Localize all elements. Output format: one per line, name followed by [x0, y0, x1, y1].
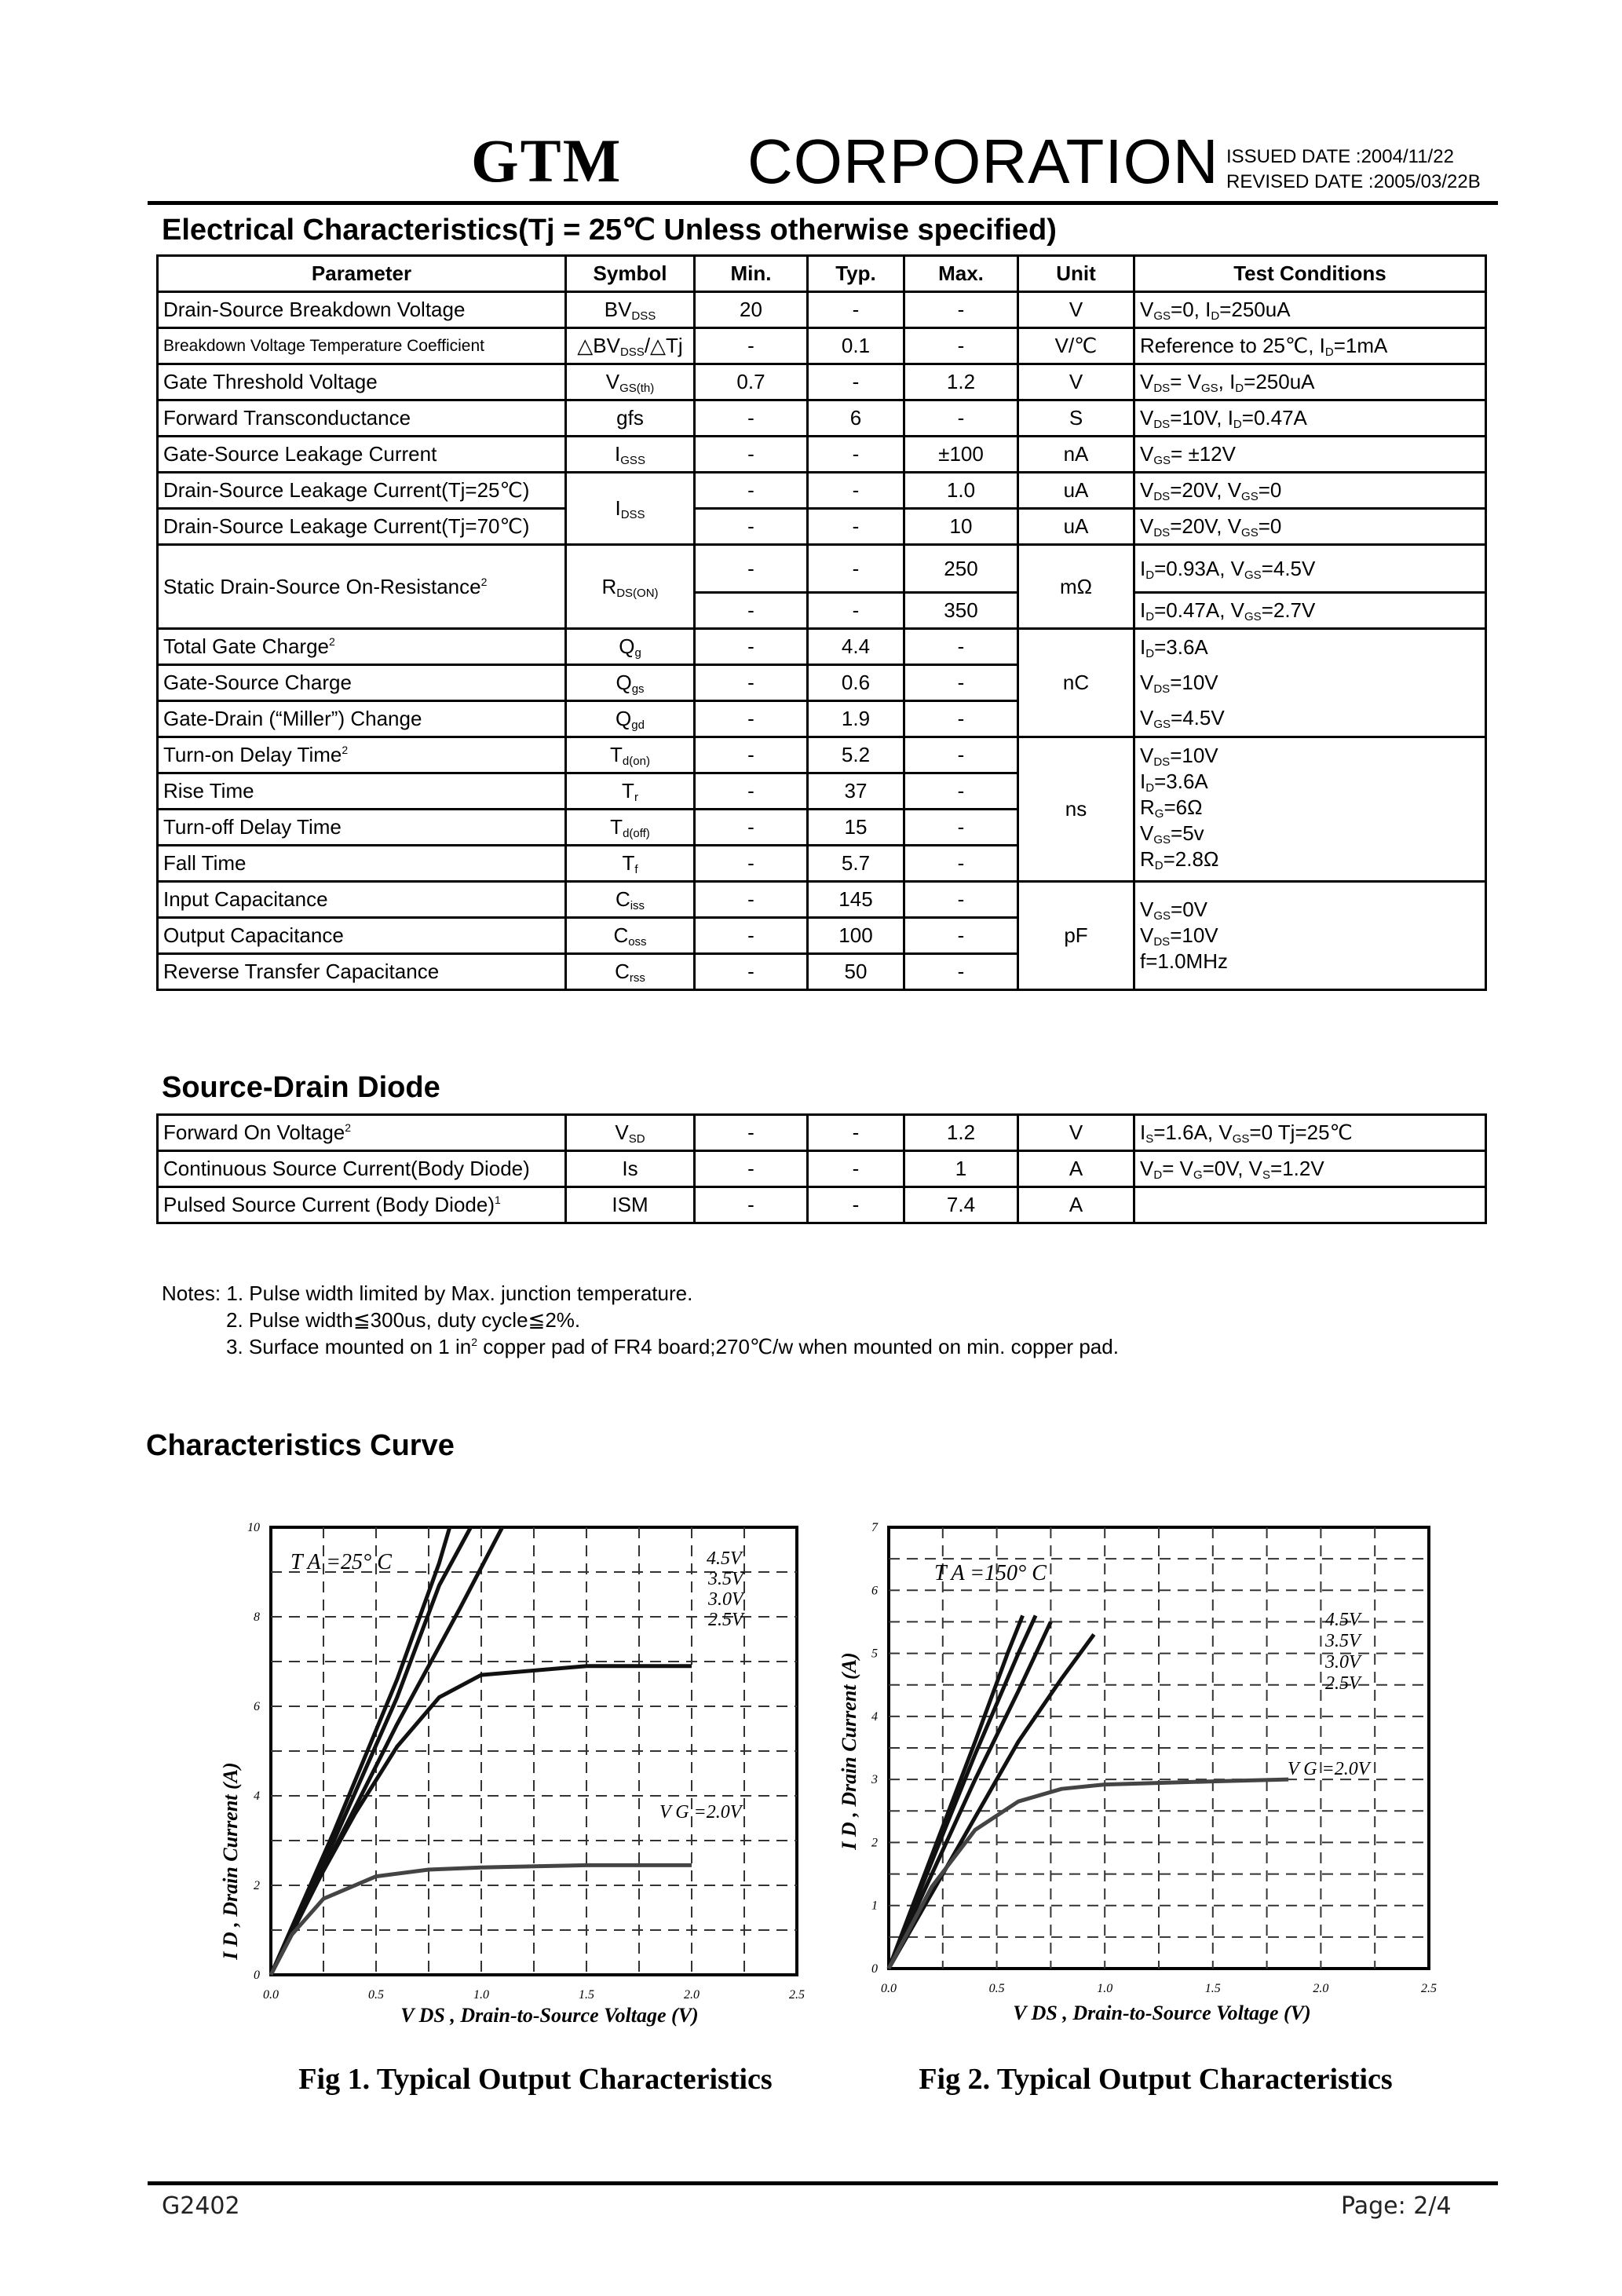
document-dates: [1226, 144, 1481, 195]
fig1-y-tick-label: 0: [254, 1969, 260, 1982]
test-conditions-cell: $V_{DS}=20V$, $V_{GS}=0$: [1134, 509, 1486, 545]
source-drain-diode-title: Source-Drain Diode: [162, 1071, 440, 1104]
col-header-test-conditions: Test Conditions: [1134, 256, 1486, 292]
company-brand: GTM: [471, 126, 623, 195]
parameter-cell: Gate-Source Leakage Current: [158, 437, 566, 473]
table-row: [158, 1151, 1486, 1187]
fig2-y-tick-label: 2: [871, 1836, 878, 1850]
fig2-y-tick-label: 4: [871, 1709, 878, 1724]
min-cell: -: [695, 545, 808, 593]
symbol-cell: $I_{DSS}$: [566, 473, 695, 545]
note-1: Notes: 1. Pulse width limited by Max. junction temperature.: [162, 1281, 693, 1305]
min-cell: -: [695, 473, 808, 509]
fig2-chart: [832, 1492, 1437, 2136]
fig2-x-tick-label: 1.0: [1097, 1982, 1113, 1995]
test-conditions-cell: $V_{DS}= V_{GS}$, $I_D=250uA$: [1134, 364, 1486, 400]
min-cell: -: [695, 773, 808, 810]
col-header-typ: Typ.: [808, 256, 904, 292]
table-row: [158, 1115, 1486, 1151]
min-cell: -: [695, 400, 808, 437]
col-header-parameter: Parameter: [158, 256, 566, 292]
fig2-series-line-3: [889, 1635, 1094, 1969]
header-rule: [148, 201, 1498, 205]
fig1-caption: Fig 1. Typical Output Characteristics: [298, 2063, 773, 2096]
source-drain-diode-table: [156, 1113, 1487, 1224]
electrical-characteristics-table: [156, 254, 1487, 991]
fig1-curve-label-25: 2.5V: [708, 1610, 743, 1630]
min-cell: -: [695, 328, 808, 364]
col-header-max: Max.: [904, 256, 1018, 292]
min-cell: -: [695, 593, 808, 629]
typ-cell: -: [808, 1151, 904, 1187]
table-row: [158, 437, 1486, 473]
table-row: [158, 629, 1486, 665]
unit-cell: nA: [1018, 437, 1134, 473]
max-cell: -: [904, 701, 1018, 737]
fig2-caption: Fig 2. Typical Output Characteristics: [919, 2063, 1393, 2096]
typ-cell: 100: [808, 918, 904, 954]
typ-cell: 37: [808, 773, 904, 810]
fig2-series-line-2: [889, 1621, 1050, 1969]
max-cell: 10: [904, 509, 1018, 545]
min-cell: -: [695, 1115, 808, 1151]
table-row: [158, 509, 1486, 545]
unit-cell: A: [1018, 1151, 1134, 1187]
typ-cell: 1.9: [808, 701, 904, 737]
symbol-cell: Is: [566, 1151, 695, 1187]
table-row: [158, 1187, 1486, 1223]
parameter-cell: Fall Time: [158, 846, 566, 882]
table-row: [158, 364, 1486, 400]
symbol-cell: $I_{GSS}$: [566, 437, 695, 473]
table-header-row: [158, 256, 1486, 292]
test-conditions-cell: $I_D=0.93A$, $V_{GS}=4.5V$: [1134, 545, 1486, 593]
fig2-curve-label-30: 3.0V: [1325, 1652, 1361, 1673]
min-cell: -: [695, 1151, 808, 1187]
symbol-cell: ISM: [566, 1187, 695, 1223]
test-conditions-cell: $V_{DS}=10V$: [1134, 665, 1486, 701]
fig1-x-tick-label: 2.5: [789, 1988, 805, 2002]
fig2-y-tick-label: 6: [871, 1584, 878, 1598]
symbol-cell: $T_f$: [566, 846, 695, 882]
revised-date: REVISED DATE :2005/03/22B: [1226, 171, 1481, 192]
unit-cell: S: [1018, 400, 1134, 437]
min-cell: -: [695, 737, 808, 773]
issued-date: ISSUED DATE :2004/11/22: [1226, 146, 1454, 167]
typ-cell: -: [808, 545, 904, 593]
max-cell: -: [904, 737, 1018, 773]
test-conditions-cell: $V_{GS}=0$, $I_D=250uA$: [1134, 292, 1486, 328]
fig1-x-tick-label: 0.0: [263, 1988, 279, 2002]
fig1-curve-label-30: 3.0V: [708, 1589, 743, 1610]
test-conditions-cell: $V_{GS}= \pm 12V$: [1134, 437, 1486, 473]
max-cell: -: [904, 400, 1018, 437]
typ-cell: -: [808, 364, 904, 400]
symbol-cell: $V_{SD}$: [566, 1115, 695, 1151]
unit-cell: uA: [1018, 473, 1134, 509]
footer-rule: [148, 2181, 1498, 2185]
unit-cell: V: [1018, 1115, 1134, 1151]
table-row: [158, 882, 1486, 918]
min-cell: -: [695, 629, 808, 665]
max-cell: -: [904, 954, 1018, 990]
table-row: [158, 292, 1486, 328]
fig2-curve-label-25: 2.5V: [1325, 1673, 1361, 1694]
fig2-annotation: T A =150° C: [934, 1561, 1047, 1585]
symbol-cell: $C_{oss}$: [566, 918, 695, 954]
page-number: Page: 2/4: [1341, 2192, 1452, 2220]
fig1-annotation: T A =25° C: [290, 1550, 392, 1574]
test-conditions-cell: $V_{DS}=10V$ $I_D=3.6A$ $R_G=6\Omega$ $V_{GS}=5v$ $R_D=2.8\Omega$: [1134, 737, 1486, 882]
table-row: [158, 328, 1486, 364]
test-conditions-cell: $V_{GS}=0V$ $V_{DS}=10V$ f=1.0MHz: [1134, 882, 1486, 990]
typ-cell: -: [808, 292, 904, 328]
fig2-xlabel: V DS , Drain-to-Source Voltage (V): [1013, 2002, 1311, 2024]
fig2-x-tick-label: 2.5: [1421, 1982, 1437, 1995]
fig2-x-tick-label: 0.0: [881, 1982, 897, 1995]
symbol-cell: $V_{GS(th)}$: [566, 364, 695, 400]
symbol-cell: $T_r$: [566, 773, 695, 810]
typ-cell: 0.1: [808, 328, 904, 364]
parameter-cell: Gate-Source Charge: [158, 665, 566, 701]
max-cell: 1.2: [904, 1115, 1018, 1151]
fig1-x-tick-label: 1.5: [579, 1988, 594, 2002]
test-conditions-cell: $I_D=3.6A$: [1134, 629, 1486, 665]
unit-cell: pF: [1018, 882, 1134, 990]
parameter-cell: Output Capacitance: [158, 918, 566, 954]
fig2-curve-label-45: 4.5V: [1325, 1610, 1361, 1630]
max-cell: -: [904, 882, 1018, 918]
min-cell: -: [695, 846, 808, 882]
unit-cell: uA: [1018, 509, 1134, 545]
parameter-cell: Static Drain-Source On-Resistance$^2$: [158, 545, 566, 629]
symbol-cell: $R_{DS(ON)}$: [566, 545, 695, 629]
fig2-y-tick-label: 1: [871, 1899, 878, 1913]
unit-cell: ns: [1018, 737, 1134, 882]
parameter-cell: Drain-Source Leakage Current(Tj=25℃): [158, 473, 566, 509]
symbol-cell: $BV_{DSS}$: [566, 292, 695, 328]
parameter-cell: Rise Time: [158, 773, 566, 810]
fig1-curve-label-35: 3.5V: [708, 1569, 743, 1589]
parameter-cell: Forward Transconductance: [158, 400, 566, 437]
parameter-cell: Total Gate Charge$^2$: [158, 629, 566, 665]
typ-cell: 4.4: [808, 629, 904, 665]
max-cell: -: [904, 846, 1018, 882]
fig2-x-tick-label: 0.5: [988, 1982, 1005, 1995]
note-3: 3. Surface mounted on 1 $in^2$ copper pad of FR4 board;270℃/w when mounted on min. copper pad.: [226, 1335, 1119, 1358]
col-header-symbol: Symbol: [566, 256, 695, 292]
fig2-y-tick-label: 5: [871, 1647, 878, 1661]
fig1-ylabel: I D , Drain Current (A): [219, 1762, 242, 1960]
typ-cell: 145: [808, 882, 904, 918]
parameter-cell: Gate Threshold Voltage: [158, 364, 566, 400]
max-cell: -: [904, 810, 1018, 846]
min-cell: -: [695, 437, 808, 473]
parameter-cell: Turn-off Delay Time: [158, 810, 566, 846]
max-cell: 7.4: [904, 1187, 1018, 1223]
parameter-cell: Forward On Voltage$^2$: [158, 1115, 566, 1151]
notes: [162, 1280, 1119, 1360]
typ-cell: -: [808, 437, 904, 473]
table-row: [158, 400, 1486, 437]
fig1-y-tick-label: 10: [247, 1521, 260, 1534]
max-cell: -: [904, 918, 1018, 954]
parameter-cell: Drain-Source Breakdown Voltage: [158, 292, 566, 328]
fig2-y-tick-label: 0: [871, 1962, 878, 1976]
min-cell: -: [695, 918, 808, 954]
min-cell: 0.7: [695, 364, 808, 400]
parameter-cell: Drain-Source Leakage Current(Tj=70℃): [158, 509, 566, 545]
characteristics-curve-title: Characteristics Curve: [146, 1429, 455, 1462]
min-cell: -: [695, 509, 808, 545]
symbol-cell: $Q_g$: [566, 629, 695, 665]
fig1-xlabel: V DS , Drain-to-Source Voltage (V): [400, 2004, 699, 2027]
symbol-cell: $T_{d(off)}$: [566, 810, 695, 846]
unit-cell: A: [1018, 1187, 1134, 1223]
min-cell: -: [695, 1187, 808, 1223]
symbol-cell: $T_{d(on)}$: [566, 737, 695, 773]
max-cell: ±100: [904, 437, 1018, 473]
typ-cell: 6: [808, 400, 904, 437]
typ-cell: 5.7: [808, 846, 904, 882]
min-cell: -: [695, 954, 808, 990]
document-code: G2402: [162, 2192, 240, 2220]
test-conditions-cell: Reference to 25℃, $I_D=1mA$: [1134, 328, 1486, 364]
fig1-y-tick-label: 6: [254, 1700, 260, 1713]
fig1-series-line-4: [271, 1865, 692, 1975]
typ-cell: -: [808, 1187, 904, 1223]
unit-cell: mΩ: [1018, 545, 1134, 629]
symbol-cell: $C_{rss}$: [566, 954, 695, 990]
col-header-unit: Unit: [1018, 256, 1134, 292]
fig1-x-tick-label: 2.0: [684, 1988, 700, 2002]
parameter-cell: Pulsed Source Current (Body Diode)$^1$: [158, 1187, 566, 1223]
fig1-curve-label-20: V G =2.0V: [659, 1802, 742, 1823]
fig2-x-tick-label: 2.0: [1313, 1982, 1329, 1995]
parameter-cell: Turn-on Delay Time$^2$: [158, 737, 566, 773]
fig1-x-tick-label: 0.5: [368, 1988, 384, 2002]
table-row: [158, 473, 1486, 509]
symbol-cell: $\triangle BV_{DSS}/\triangle Tj$: [566, 328, 695, 364]
test-conditions-cell: $V_{GS}=4.5V$: [1134, 701, 1486, 737]
typ-cell: 50: [808, 954, 904, 990]
max-cell: 1.2: [904, 364, 1018, 400]
unit-cell: V/℃: [1018, 328, 1134, 364]
parameter-cell: Breakdown Voltage Temperature Coefficient: [158, 328, 566, 364]
typ-cell: 5.2: [808, 737, 904, 773]
symbol-cell: $Q_{gd}$: [566, 701, 695, 737]
typ-cell: -: [808, 473, 904, 509]
fig2-y-tick-label: 3: [871, 1773, 878, 1787]
table-row: [158, 665, 1486, 701]
max-cell: 1.0: [904, 473, 1018, 509]
min-cell: -: [695, 665, 808, 701]
test-conditions-cell: $I_D=0.47A$, $V_{GS}=2.7V$: [1134, 593, 1486, 629]
fig1-y-tick-label: 4: [254, 1790, 260, 1803]
max-cell: -: [904, 292, 1018, 328]
fig1-y-tick-label: 8: [254, 1610, 260, 1624]
fig1-y-tick-label: 2: [254, 1879, 260, 1892]
typ-cell: -: [808, 509, 904, 545]
typ-cell: 15: [808, 810, 904, 846]
unit-cell: nC: [1018, 629, 1134, 737]
max-cell: 350: [904, 593, 1018, 629]
fig1-curve-label-45: 4.5V: [707, 1548, 742, 1569]
parameter-cell: Input Capacitance: [158, 882, 566, 918]
min-cell: -: [695, 701, 808, 737]
max-cell: -: [904, 328, 1018, 364]
fig2-ylabel: I D , Drain Current (A): [838, 1652, 860, 1850]
max-cell: 250: [904, 545, 1018, 593]
typ-cell: -: [808, 593, 904, 629]
table-row: [158, 545, 1486, 593]
max-cell: -: [904, 665, 1018, 701]
unit-cell: V: [1018, 364, 1134, 400]
fig2-y-tick-label: 7: [871, 1521, 878, 1534]
symbol-cell: $C_{iss}$: [566, 882, 695, 918]
table-row: [158, 737, 1486, 773]
test-conditions-cell: $V_D= V_G=0V$, $V_S=1.2V$: [1134, 1151, 1486, 1187]
note-2: 2. Pulse width≦300us, duty cycle≦2%.: [226, 1308, 581, 1332]
company-name: CORPORATION: [747, 126, 1219, 196]
fig2-curve-label-20: V G =2.0V: [1288, 1759, 1370, 1779]
fig1-x-tick-label: 1.0: [473, 1988, 489, 2002]
test-conditions-cell: $V_{DS}=10V$, $I_D=0.47A$: [1134, 400, 1486, 437]
col-header-min: Min.: [695, 256, 808, 292]
min-cell: -: [695, 810, 808, 846]
symbol-cell: gfs: [566, 400, 695, 437]
fig2-x-tick-label: 1.5: [1204, 1982, 1221, 1995]
parameter-cell: Gate-Drain (“Miller”) Change: [158, 701, 566, 737]
unit-cell: V: [1018, 292, 1134, 328]
test-conditions-cell: $I_S=1.6A$, $V_{GS}=0$ Tj=25℃: [1134, 1115, 1486, 1151]
test-conditions-cell: $V_{DS}=20V$, $V_{GS}=0$: [1134, 473, 1486, 509]
parameter-cell: Continuous Source Current(Body Diode): [158, 1151, 566, 1187]
table-row: [158, 701, 1486, 737]
symbol-cell: $Q_{gs}$: [566, 665, 695, 701]
fig2-curve-label-35: 3.5V: [1325, 1631, 1361, 1651]
max-cell: -: [904, 629, 1018, 665]
max-cell: 1: [904, 1151, 1018, 1187]
min-cell: 20: [695, 292, 808, 328]
typ-cell: -: [808, 1115, 904, 1151]
min-cell: -: [695, 882, 808, 918]
fig1-chart: [212, 1492, 816, 2136]
max-cell: -: [904, 773, 1018, 810]
test-conditions-cell: [1134, 1187, 1486, 1223]
parameter-cell: Reverse Transfer Capacitance: [158, 954, 566, 990]
electrical-characteristics-title: Electrical Characteristics(Tj = 25℃ Unless otherwise specified): [162, 214, 1057, 247]
typ-cell: 0.6: [808, 665, 904, 701]
